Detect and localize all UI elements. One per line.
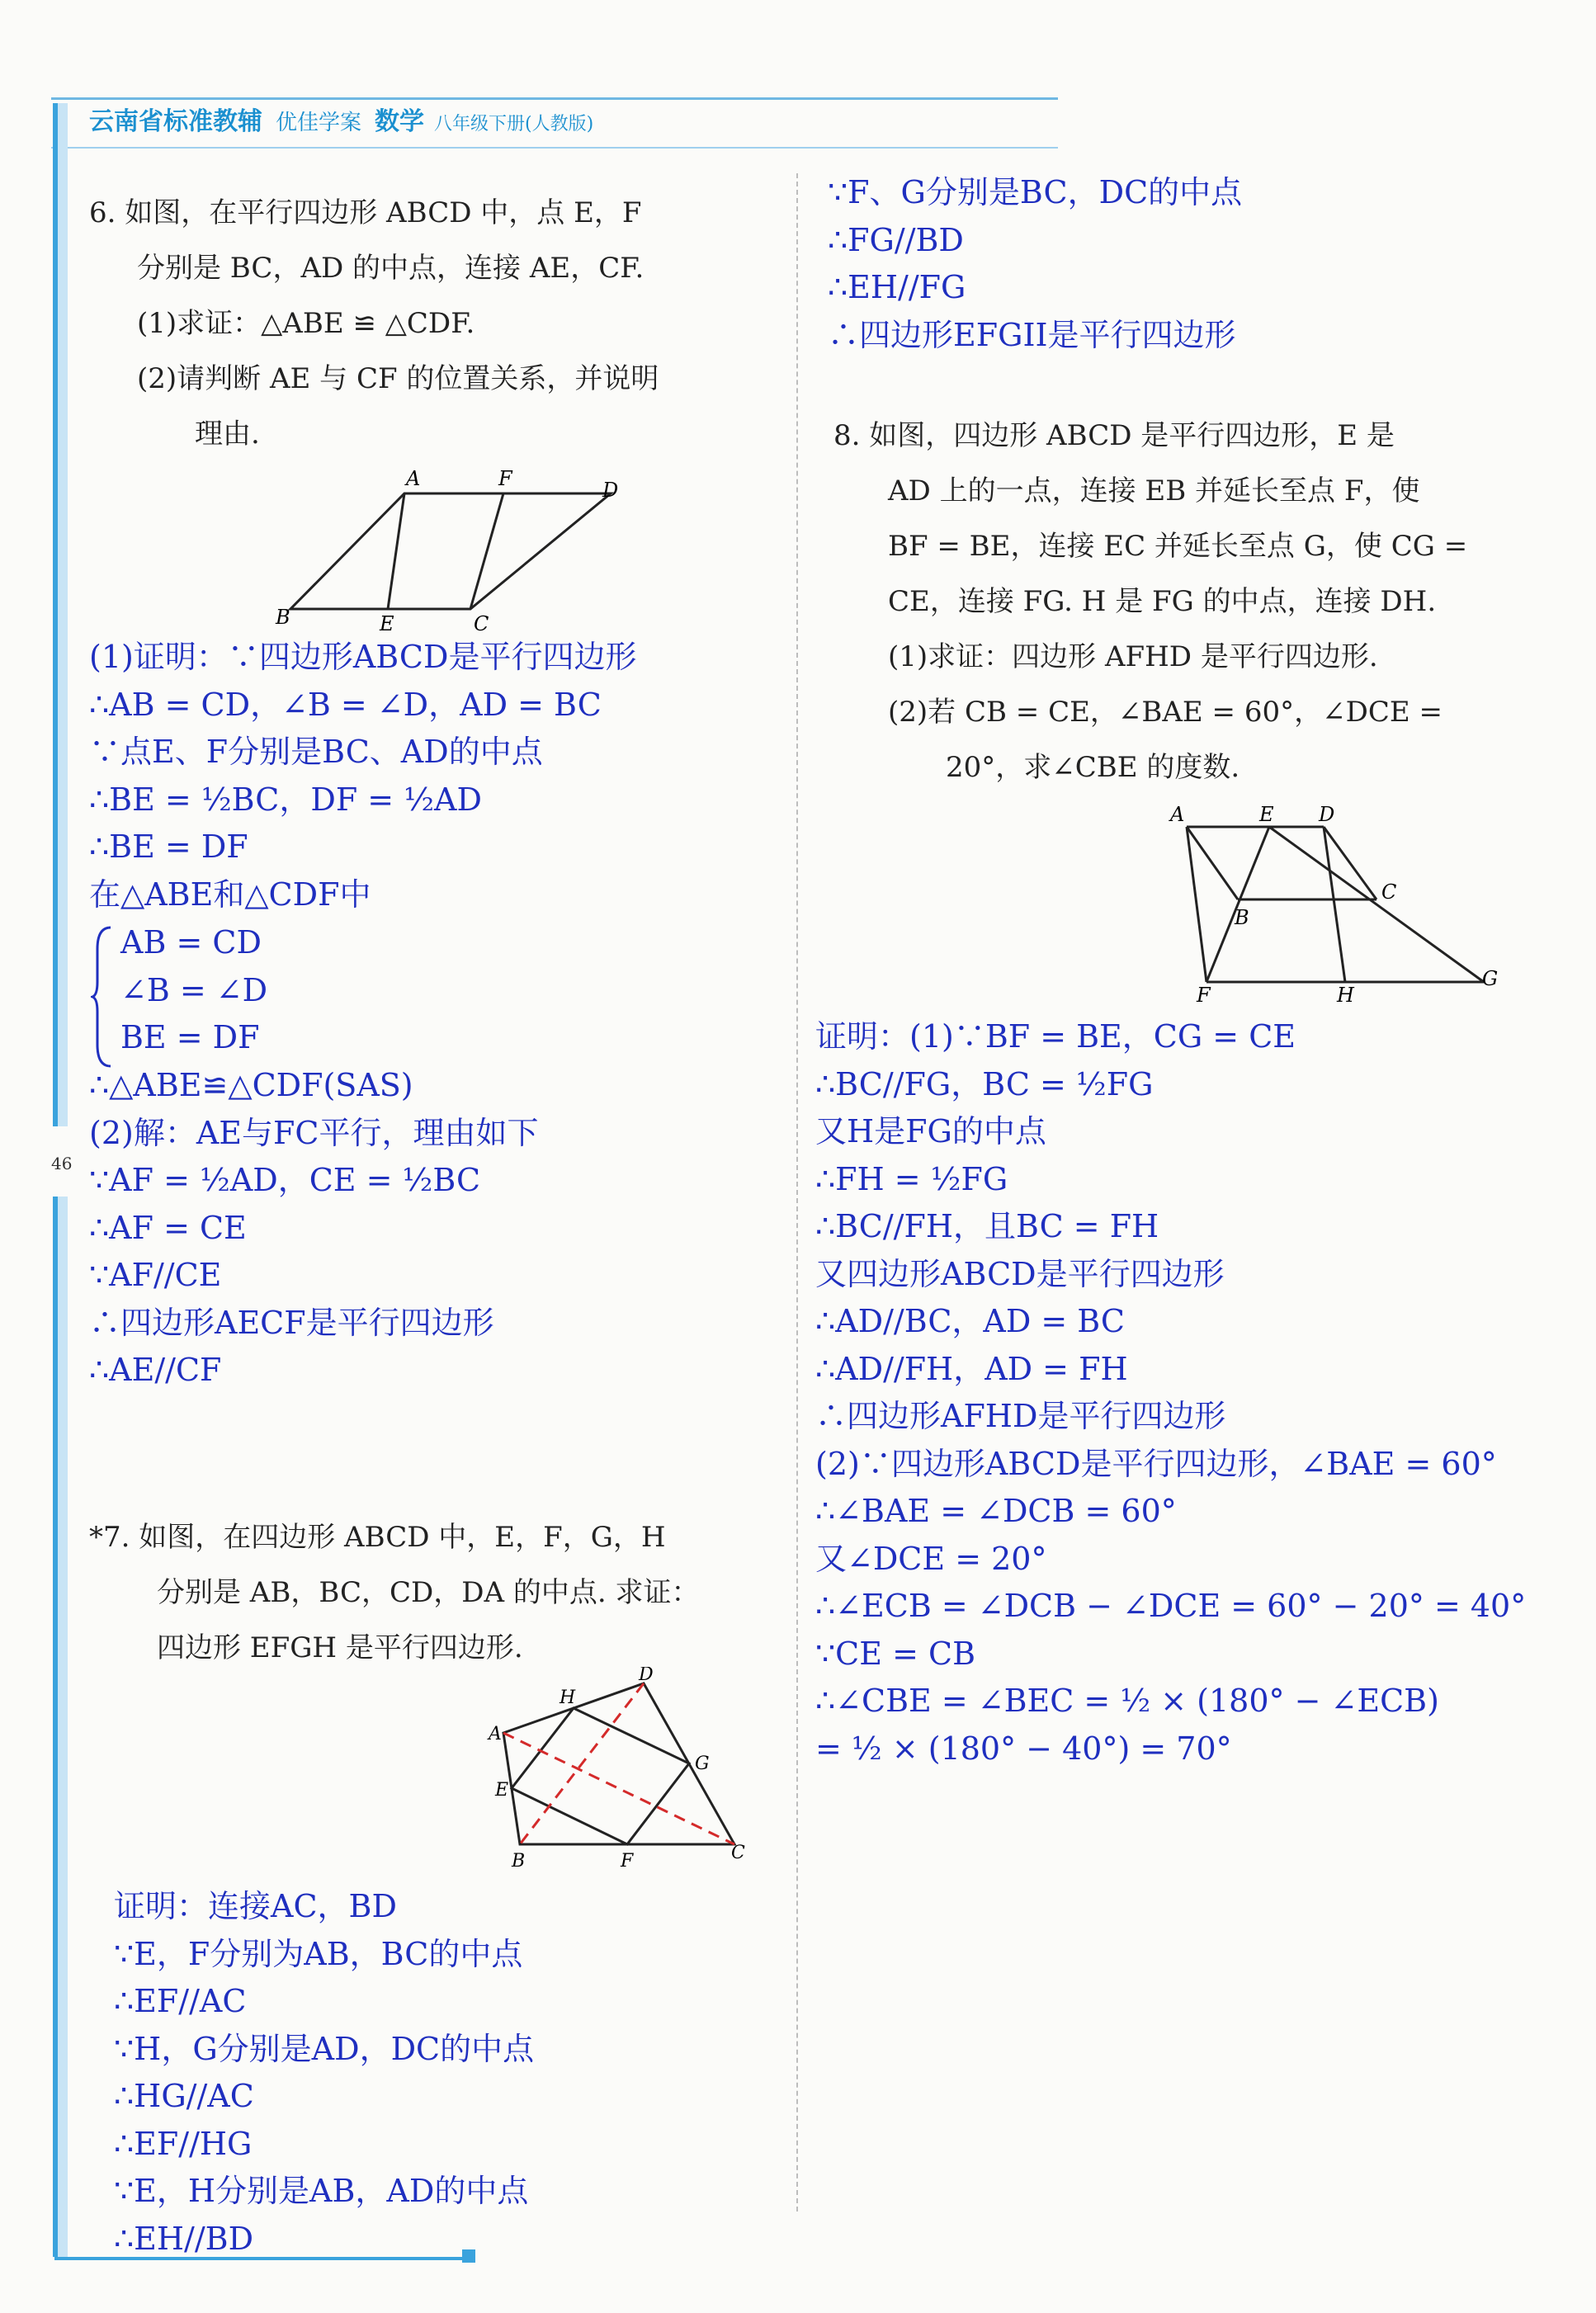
- a6-line: (1)证明：∵四边形ABCD是平行四边形: [89, 639, 637, 675]
- q6-segment-ae: [388, 493, 404, 609]
- a7-line: ∵H，G分别是AD，DC的中点: [114, 2030, 535, 2067]
- a6-line: ∵AF = ½AD，CE = ½BC: [89, 1162, 481, 1198]
- a7-line: ∴EF//AC: [114, 1983, 247, 2019]
- column-divider: [796, 173, 798, 2212]
- a8-line: 又∠DCE = 20°: [815, 1540, 1047, 1577]
- q6-line: 分别是 BC，AD 的中点，连接 AE，CF.: [137, 252, 645, 285]
- a6-line: ∴AB = CD，∠B = ∠D，AD = BC: [89, 686, 602, 723]
- q7-line: 分别是 AB，BC，CD，DA 的中点. 求证：: [157, 1576, 700, 1609]
- q7-diagonal-ac: [503, 1733, 734, 1844]
- a8-line: 证明：(1)∵BF = BE，CG = CE: [815, 1018, 1296, 1055]
- q7-label: F: [621, 1851, 634, 1872]
- q8-label: H: [1337, 984, 1354, 1003]
- a6-line: ∴四边形AECF是平行四边形: [89, 1304, 494, 1341]
- a6-line: ∵AF//CE: [89, 1257, 222, 1293]
- a7-cont-line: ∴四边形EFGII是平行四边形: [828, 316, 1236, 353]
- q8-label: B: [1235, 906, 1249, 929]
- page-number: 46: [51, 1154, 73, 1173]
- q7-label: H: [560, 1688, 576, 1708]
- q7-label: A: [489, 1724, 502, 1744]
- a6-line: 在△ABE和△CDF中: [89, 876, 371, 913]
- q7-label: B: [512, 1851, 526, 1872]
- a7-line: ∴EF//HG: [114, 2125, 253, 2162]
- a8-line: ∴∠BAE = ∠DCB = 60°: [815, 1493, 1177, 1529]
- a6-brace-line: ∠B = ∠D: [120, 971, 268, 1008]
- q8-line: BF = BE，连接 EC 并延长至点 G，使 CG =: [888, 530, 1468, 563]
- a6-line: ∴BE = DF: [89, 828, 248, 865]
- q8-line: CE，连接 FG. H 是 FG 的中点，连接 DH.: [888, 585, 1437, 618]
- a6-line: ∴AE//CF: [89, 1352, 222, 1388]
- q8-segment-eg: [1269, 827, 1484, 982]
- q8-line: 20°，求∠CBE 的度数.: [946, 751, 1240, 784]
- question-8: [833, 408, 1467, 795]
- header-grade: 八年级下册(人教版): [434, 114, 594, 135]
- question-7: [89, 1510, 700, 1676]
- a6-brace-lines: [120, 919, 267, 1062]
- q8-label: A: [1170, 803, 1185, 826]
- q6-label: D: [602, 479, 619, 502]
- q6-line: (2)请判断 AE 与 CF 的位置关系，并说明: [137, 362, 659, 395]
- a8-line: ∴四边形AFHD是平行四边形: [815, 1398, 1226, 1434]
- q6-line: 6. 如图，在平行四边形 ABCD 中，点 E，F: [89, 196, 642, 229]
- q8-label: D: [1319, 803, 1335, 826]
- q8-line: 8. 如图，四边形 ABCD 是平行四边形，E 是: [833, 419, 1395, 452]
- a6-line: ∵点E、F分别是BC、AD的中点: [89, 734, 543, 770]
- header-title: [89, 101, 593, 137]
- answer-7: [114, 1883, 534, 2263]
- q7-line: *7. 如图，在四边形 ABCD 中，E，F，G，H: [89, 1521, 666, 1554]
- a7-line: ∵E，H分别是AB，AD的中点: [114, 2173, 529, 2209]
- q7-label: C: [731, 1843, 745, 1863]
- q6-label: E: [380, 612, 394, 635]
- q6-label: F: [498, 467, 512, 490]
- a6-brace: [91, 924, 116, 1069]
- a8-line: ∴BC//FG，BC = ½FG: [815, 1065, 1154, 1102]
- a8-line: 又H是FG的中点: [815, 1113, 1046, 1149]
- q8-figure: [1155, 796, 1502, 1003]
- margin-bar-top: [53, 103, 68, 1126]
- answer-6-part-1: [89, 634, 636, 918]
- q8-label: F: [1197, 984, 1211, 1003]
- a7-line: ∴HG//AC: [114, 2078, 254, 2114]
- q6-label: B: [276, 606, 290, 629]
- a8-line: 又四边形ABCD是平行四边形: [815, 1255, 1225, 1292]
- q8-label: E: [1259, 803, 1274, 826]
- a8-line: ∴AD//FH，AD = FH: [815, 1350, 1128, 1387]
- q6-line: 理由.: [195, 418, 260, 451]
- a8-line: ∴FH = ½FG: [815, 1160, 1008, 1197]
- q8-label: G: [1482, 967, 1499, 990]
- a8-line: ∴∠ECB = ∠DCB − ∠DCE = 60° − 20° = 40°: [815, 1588, 1527, 1624]
- a8-line: ∵CE = CB: [815, 1635, 975, 1672]
- answer-6-part-2: [89, 1062, 538, 1395]
- a8-line: ∴∠CBE = ∠BEC = ½ × (180° − ∠ECB): [815, 1683, 1439, 1719]
- a6-line: (2)解：AE与FC平行，理由如下: [89, 1114, 539, 1151]
- q6-label: C: [474, 612, 489, 635]
- q7-quad-efgh: [512, 1708, 689, 1844]
- a6-brace-line: AB = CD: [120, 924, 262, 961]
- q8-label: C: [1381, 880, 1397, 904]
- a8-line: ∴BC//FH，且BC = FH: [815, 1208, 1159, 1244]
- q7-label: G: [695, 1754, 710, 1774]
- q6-segment-cf: [470, 493, 503, 609]
- q7-line: 四边形 EFGH 是平行四边形.: [157, 1631, 523, 1664]
- a7-cont-line: ∴EH//FG: [828, 269, 966, 305]
- answer-7-continued: [828, 169, 1242, 359]
- q7-figure: [487, 1667, 759, 1881]
- a8-line: ∴AD//BC，AD = BC: [815, 1303, 1126, 1339]
- question-6: [89, 186, 659, 462]
- margin-bar-bottom: [53, 1197, 68, 2257]
- header-subject: 数学: [375, 107, 425, 136]
- a8-line: = ½ × (180° − 40°) = 70°: [815, 1730, 1232, 1767]
- a6-brace-line: BE = DF: [120, 1019, 260, 1055]
- answer-8: [815, 1013, 1526, 1773]
- a7-line: ∵E，F分别为AB，BC的中点: [114, 1935, 523, 1972]
- q7-label: E: [495, 1780, 509, 1801]
- header-rule: [51, 97, 1058, 100]
- q6-line: (1)求证：△ABE ≌ △CDF.: [137, 307, 475, 340]
- q7-label: D: [639, 1667, 654, 1685]
- a7-line: ∴EH//BD: [114, 2220, 254, 2257]
- q6-figure: [264, 462, 627, 640]
- q6-parallelogram: [290, 493, 611, 609]
- q8-line: (1)求证：四边形 AFHD 是平行四边形.: [888, 640, 1378, 673]
- header-book-title: 云南省标准教辅: [89, 107, 262, 136]
- a7-line: 证明：连接AC，BD: [114, 1888, 397, 1924]
- a6-line: ∴BE = ½BC，DF = ½AD: [89, 781, 482, 818]
- q8-line: AD 上的一点，连接 EB 并延长至点 F，使: [888, 474, 1420, 507]
- a7-cont-line: ∴FG//BD: [828, 221, 964, 258]
- a6-line: ∴AF = CE: [89, 1209, 247, 1246]
- a6-line: ∴△ABE≌△CDF(SAS): [89, 1067, 413, 1103]
- a8-line: (2)∵四边形ABCD是平行四边形，∠BAE = 60°: [815, 1445, 1497, 1482]
- q8-segment-ef: [1206, 827, 1269, 982]
- q8-line: (2)若 CB = CE，∠BAE = 60°，∠DCE =: [888, 696, 1443, 729]
- a7-cont-line: ∵F、G分别是BC，DC的中点: [828, 174, 1243, 210]
- q7-diagonal-bd: [520, 1683, 644, 1844]
- q6-label: A: [406, 467, 421, 490]
- header-series: 优佳学案: [276, 111, 362, 135]
- header-underline: [51, 147, 1058, 149]
